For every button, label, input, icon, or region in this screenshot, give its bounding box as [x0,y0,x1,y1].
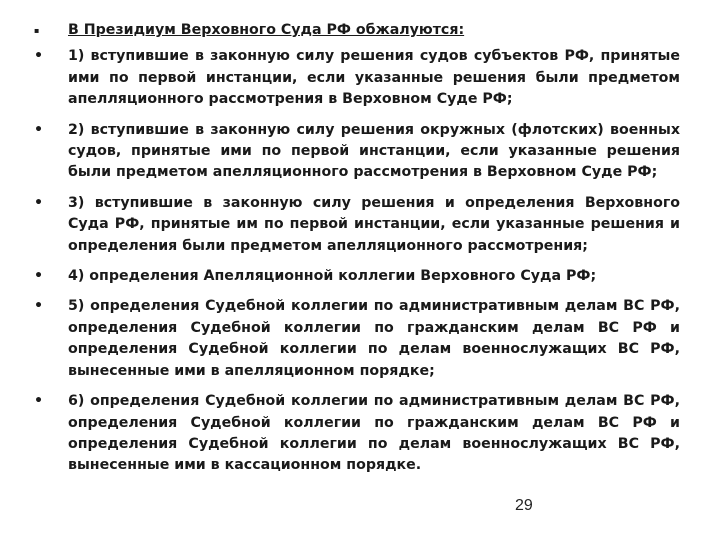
heading-row [28,20,680,41]
list-item [28,266,680,287]
list-item [28,296,680,382]
list-item-text: 1) вступившие в законную силу решения судов субъектов РФ, принятые ими по первой инстанции, если указанные решения были предметом апелляционного рассмотрения в Верховном Суде РФ; [68,48,680,108]
bullet-icon: • [34,48,44,65]
bullet-icon: • [34,194,44,211]
list-item-text: 3) вступившие в законную силу решения и определения Верховного Суда РФ, принятые им по первой инстанции, если указанные решения и определения были предметом апелляционного рассмотрения; [68,194,680,254]
list-item-text: 4) определения Апелляционной коллегии Верховного Суда РФ; [68,268,597,285]
list-item-text: 2) вступившие в законную силу решения окружных (флотских) военных судов, принятые ими по первой инстанции, если указанные решения были предметом апелляционного рассмотрения в Верховном Суде РФ; [68,121,680,181]
page-number: 29 [515,497,533,514]
list-item [28,46,680,110]
heading-bullet-icon: ▪ [34,26,40,35]
list-item-text: 6) определения Судебной коллегии по административным делам ВС РФ, определения Судебной коллегии по гражданским делам ВС РФ и определения Судебной коллегии по делам военнослужащих ВС РФ, вынесенные ими в кассационном порядке. [68,393,680,474]
bullet-icon: • [34,268,44,285]
bullet-icon: • [34,121,44,138]
list-item-text: 5) определения Судебной коллегии по административным делам ВС РФ, определения Судебной коллегии по гражданским делам ВС РФ и определения Судебной коллегии по делам военнослужащих ВС РФ, вынесенные ими в апелляционном порядке; [68,298,680,379]
slide-heading: В Президиум Верховного Суда РФ обжалуются: [68,22,465,38]
bullet-icon: • [34,393,44,410]
slide-content [28,20,680,477]
bullet-icon: • [34,298,44,315]
list-item [28,391,680,477]
list-item [28,120,680,184]
list-item [28,193,680,257]
